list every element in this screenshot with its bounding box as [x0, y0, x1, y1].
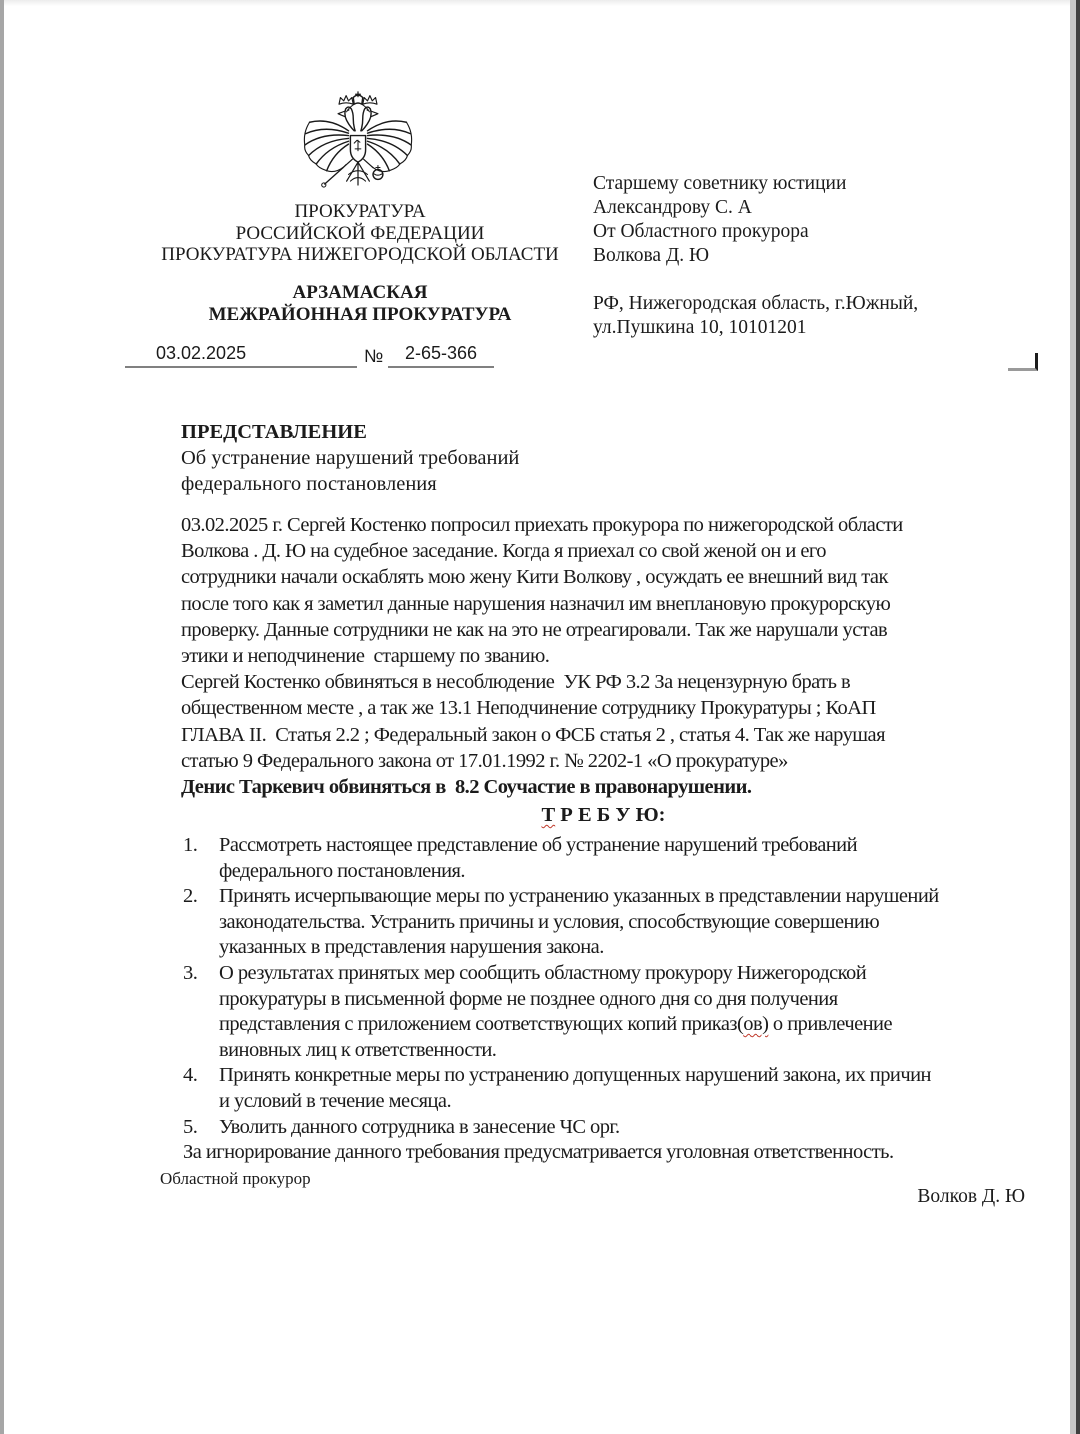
text-line: От Областного прокурора	[593, 221, 809, 242]
item-number: 1.	[183, 834, 198, 856]
coat-of-arms-icon	[301, 90, 415, 207]
body-paragraph-1	[181, 512, 903, 669]
signer-position: Областной прокурор	[160, 1169, 311, 1188]
text-line: Волкова . Д. Ю на судебное заседание. Когда я приехал со свой женой он и его	[181, 540, 826, 563]
text-line: общественном месте , а так же 13.1 Неподчинение сотруднику Прокуратуры ; КоАП	[181, 697, 876, 720]
document-subtitle-line: федерального постановления	[181, 473, 437, 495]
text-line: прокуратуры в письменной форме не позднее одного дня со дня получения	[219, 987, 838, 1010]
text-line: ГЛАВА II. Статья 2.2 ; Федеральный закон о ФСБ статья 2 , статья 4. Так же нарушая	[181, 723, 885, 746]
demand-item-1	[183, 833, 939, 884]
item-text	[219, 833, 857, 884]
number-sign: №	[364, 346, 384, 366]
text-line: Рассмотреть настоящее представление об устранение нарушений требований	[219, 834, 858, 856]
text-line: Уволить данного сотрудника в занесение ЧС орг.	[219, 1115, 620, 1138]
text-line: федерального постановления.	[219, 859, 465, 882]
item-text	[219, 1115, 620, 1141]
text-line: Сергей Костенко обвиняться в несоблюдение УК РФ 3.2 За нецензурную брать в	[181, 671, 851, 694]
document-date-field: 03.02.2025	[125, 343, 357, 368]
demand-list	[183, 833, 939, 1166]
body-paragraph-2	[181, 669, 903, 774]
signer-name: Волков Д. Ю	[917, 1186, 1025, 1207]
text-line: Старшему советнику юстиции	[593, 173, 847, 194]
document-title-block	[181, 419, 519, 497]
page-left-edge	[0, 0, 4, 1434]
demand-item-5	[183, 1115, 939, 1141]
item-number: 3.	[183, 961, 198, 984]
demand-item-2	[183, 884, 939, 961]
document-number-field: 2-65-366	[388, 343, 494, 368]
item-number: 4.	[183, 1064, 198, 1087]
text-line: представления с приложением соответствующих копий приказ(ов) о привлечение	[219, 1013, 893, 1036]
recipient-block	[593, 172, 918, 340]
page-top-edge	[4, 0, 1070, 6]
text-line: Александрову С. А	[593, 197, 752, 218]
office-line: МЕЖРАЙОННАЯ ПРОКУРАТУРА	[208, 303, 512, 325]
body-accusation-bold: Денис Таркевич обвиняться в 8.2 Соучастие в правонарушении.	[181, 776, 752, 799]
document-subtitle-line: Об устранение нарушений требований	[181, 447, 520, 469]
office-line: АРЗАМАСКАЯ	[292, 282, 428, 303]
text-line: проверку. Данные сотрудники не как на это не отреагировали. Так же нарушали устав	[181, 618, 888, 641]
text-line: ул.Пушкина 10, 10101201	[593, 317, 807, 338]
text-line: сотрудники начали оскаблять мою жену Кити Волкову , осуждать ее внешний вид так	[181, 566, 888, 589]
text-line: Волкова Д. Ю	[593, 245, 710, 266]
text-line: статью 9 Федерального закона от 17.01.1992 г. № 2202-1 «О прокуратуре»	[181, 749, 788, 772]
item-number: 5.	[183, 1115, 198, 1138]
org-line: ПРОКУРАТУРА НИЖЕГОРОДСКОЙ ОБЛАСТИ	[161, 244, 559, 265]
text-line: после того как я заметил данные нарушения назначил им внеплановую прокурорскую	[181, 592, 891, 615]
text-line: 03.02.2025 г. Сергей Костенко попросил приехать прокурора по нижегородской области	[181, 514, 903, 536]
item-text	[219, 884, 939, 961]
text-line: О результатах принятых мер сообщить областному прокурору Нижегородской	[219, 961, 867, 984]
text-line: Принять исчерпывающие меры по устранению указанных в представлении нарушений	[219, 885, 939, 908]
recipient-lines	[593, 172, 918, 268]
issuing-organization	[120, 201, 600, 266]
item-text	[219, 961, 892, 1063]
text-line: указанных в представления нарушения закона.	[219, 936, 604, 959]
text-line: Принять конкретные меры по устранению допущенных нарушений закона, их причин	[219, 1064, 931, 1087]
demand-item-3	[183, 961, 939, 1063]
issuing-office	[120, 282, 600, 325]
demand-section-heading: Т Р Е Б У Ю:	[541, 804, 666, 826]
spellcheck-marked-letter: Т	[541, 804, 556, 826]
document-title: ПРЕДСТАВЛЕНИЕ	[181, 421, 367, 443]
org-line: ПРОКУРАТУРА	[294, 201, 426, 222]
document-body	[181, 512, 903, 800]
recipient-address	[593, 292, 918, 340]
demand-item-4	[183, 1063, 939, 1114]
field-corner-mark	[1008, 353, 1038, 371]
text-line: РФ, Нижегородская область, г.Южный,	[593, 293, 919, 314]
text-line: и условий в течение месяца.	[219, 1089, 452, 1112]
item-number: 2.	[183, 885, 198, 908]
text-line: виновных лиц к ответственности.	[219, 1038, 497, 1061]
closing-warning-line: За игнорирование данного требования предусматривается уголовная ответственность.	[183, 1141, 894, 1164]
page-right-border	[1076, 0, 1080, 1434]
item-text	[219, 1063, 931, 1114]
org-line: РОССИЙСКОЙ ФЕДЕРАЦИИ	[235, 222, 485, 244]
text-line: этики и неподчинение старшему по званию.	[181, 645, 550, 668]
text-line: законодательства. Устранить причины и условия, способствующие совершению	[219, 910, 880, 933]
